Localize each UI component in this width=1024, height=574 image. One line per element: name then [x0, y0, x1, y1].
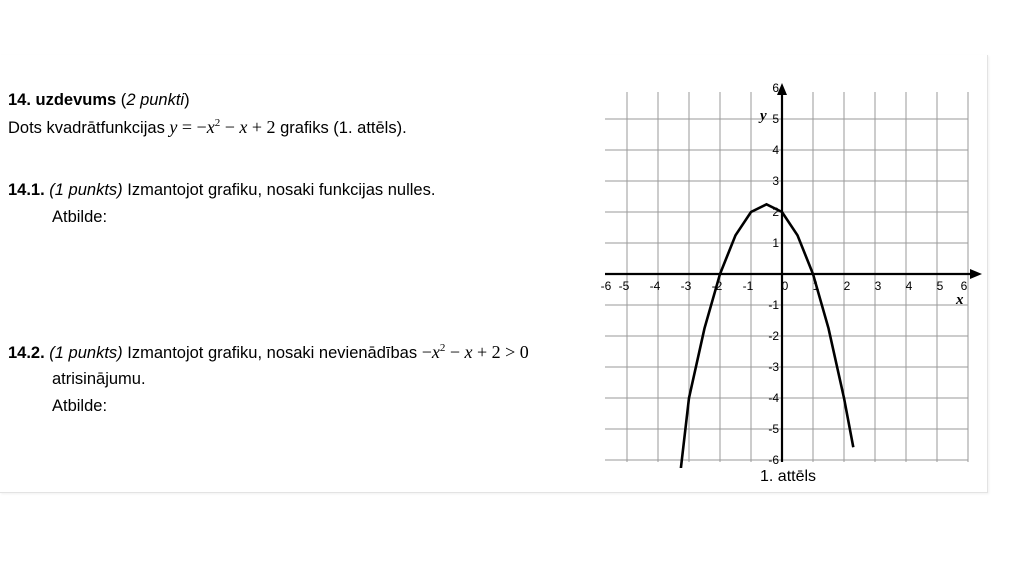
x-tick-label: -4 — [649, 279, 661, 293]
y-tick-label: 4 — [772, 143, 779, 157]
y-tick-label: -5 — [768, 422, 779, 436]
y-tick-label: 5 — [772, 112, 779, 126]
x-tick-label: 5 — [936, 279, 944, 293]
points-close: ) — [184, 91, 190, 109]
y-tick-label: 3 — [772, 174, 779, 188]
points-open: ( — [116, 91, 127, 109]
y-tick-label: -3 — [768, 360, 779, 374]
question-14-1 — [8, 180, 435, 200]
y-tick-label: -4 — [768, 391, 779, 405]
y-tick-label: 6 — [772, 82, 779, 95]
task-statement — [8, 117, 407, 138]
x-tick-label: -3 — [680, 279, 692, 293]
question-14-2 — [8, 342, 529, 363]
statement-prefix: Dots kvadrātfunkcijas — [8, 119, 170, 137]
x-tick-label: 2 — [843, 279, 851, 293]
y-tick-label: -1 — [768, 298, 779, 312]
function-formula: $y = -x^2 - x + 2$ — [169, 117, 276, 137]
y-tick-label: 1 — [772, 236, 779, 250]
x-tick-label: 6 — [960, 279, 968, 293]
q2-text-continued: atrisinājumu. — [52, 370, 146, 388]
x-tick-label: 1 — [812, 279, 820, 293]
x-tick-label: -5 — [618, 279, 630, 293]
q2-answer-label: Atbilde: — [52, 397, 108, 415]
parabola-graph — [600, 82, 985, 468]
x-tick-label: -6 — [600, 279, 612, 293]
q2-text: Izmantojot grafiku, nosaki nevienādības — [122, 344, 422, 362]
q2-number: 14.2. — [8, 344, 45, 362]
grid — [605, 92, 968, 462]
task-heading — [8, 90, 190, 110]
figure-caption: 1. attēls — [760, 468, 817, 485]
y-tick-label: 2 — [772, 205, 779, 219]
q1-answer-label: Atbilde: — [52, 208, 108, 226]
y-axis-label: y — [760, 108, 767, 124]
task-title: 14. uzdevums — [8, 91, 117, 109]
x-tick-label: 3 — [874, 279, 882, 293]
task-points: 2 punkti — [126, 91, 185, 109]
x-axis-label: x — [956, 292, 964, 308]
axes — [605, 83, 982, 462]
inequality-formula: $-x^2 - x + 2 > 0$ — [421, 342, 529, 362]
q1-text: Izmantojot grafiku, nosaki funkcijas nulles. — [122, 181, 436, 199]
y-tick-label: -6 — [768, 453, 779, 467]
x-tick-label: -1 — [742, 279, 754, 293]
q1-points: (1 punkts) — [49, 181, 123, 199]
y-tick-label: -2 — [768, 329, 779, 343]
q2-points: (1 punkts) — [49, 344, 123, 362]
x-tick-label: 0 — [781, 279, 789, 293]
x-tick-label: 4 — [905, 279, 913, 293]
q1-number: 14.1. — [8, 181, 45, 199]
x-axis-arrow — [970, 269, 982, 279]
x-tick-label: -2 — [711, 279, 723, 293]
statement-suffix: grafiks (1. attēls). — [275, 119, 407, 137]
